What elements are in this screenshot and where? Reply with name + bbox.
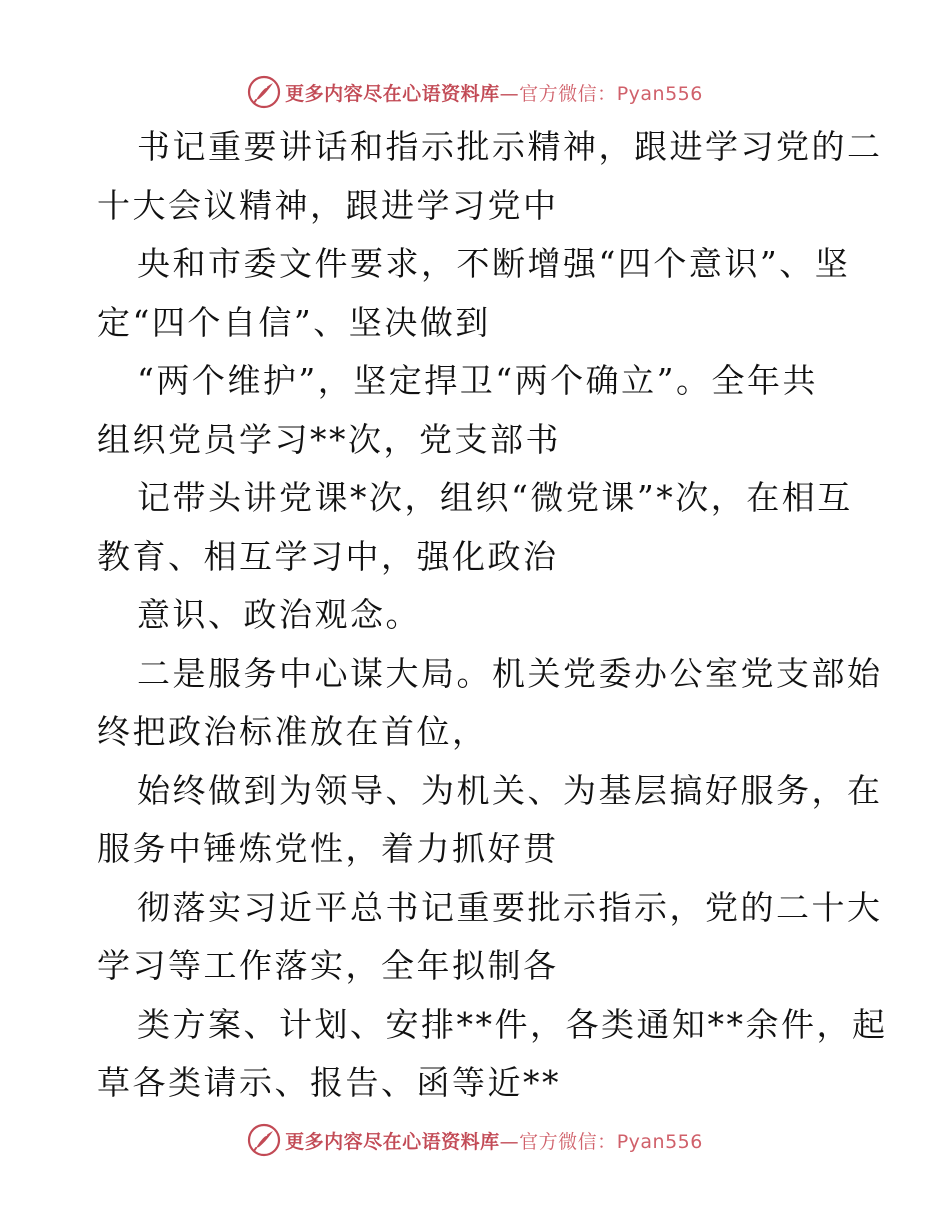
text-line: 草各类请示、报告、函等近** (97, 1063, 561, 1102)
text-line: 终把政治标准放在首位， (97, 712, 488, 751)
text-line: 教育、相互学习中，强化政治 (97, 536, 559, 576)
text-line: 十大会议精神，跟进学习党中 (97, 185, 559, 225)
text-line: “两个维护”，坚定捍卫“两个确立”。全年共 (137, 361, 818, 400)
watermark-site-name: 更多内容尽在心语资料库 (285, 1130, 500, 1153)
text-line: 组织党员学习**次，党支部书 (97, 419, 561, 459)
watermark-dash: — (499, 82, 520, 105)
text-line: 学习等工作落实，全年拟制各 (97, 946, 559, 985)
text-line: 记带头讲党课*次，组织“微党课”*次，在相互 (137, 478, 853, 517)
text-line: 彻落实习近平总书记重要批示指示，党的二十大 (137, 887, 883, 927)
text-line: 服务中锤炼党性，着力抓好贯 (97, 829, 559, 868)
watermark-site-name: 更多内容尽在心语资料库 (285, 82, 500, 105)
watermark-account-label: 官方微信： (519, 82, 617, 105)
text-line: 书记重要讲话和指示批示精神，跟进学习党的二 (137, 127, 883, 166)
text-line: 央和市委文件要求，不断增强“四个意识”、坚 (137, 244, 851, 283)
feather-pen-logo-icon (247, 1123, 281, 1157)
text-line: 始终做到为领导、为机关、为基层搞好服务，在 (137, 770, 883, 810)
text-line: 类方案、计划、安排**件，各类通知**余件，起 (137, 1004, 888, 1044)
watermark-dash: — (499, 1130, 520, 1153)
feather-pen-logo-icon (247, 75, 281, 109)
text-line: 二是服务中心谋大局。机关党委办公室党支部始 (137, 653, 883, 693)
watermark-account-id: Pyan556 (616, 1130, 703, 1153)
watermark-account-id: Pyan556 (616, 82, 703, 105)
document-body (97, 118, 888, 1113)
watermark-header (0, 72, 950, 112)
text-line: 意识、政治观念。 (137, 595, 421, 634)
text-line: 定“四个自信”、坚决做到 (97, 302, 491, 342)
watermark-footer (0, 1120, 950, 1160)
watermark-account-label: 官方微信： (519, 1130, 617, 1153)
